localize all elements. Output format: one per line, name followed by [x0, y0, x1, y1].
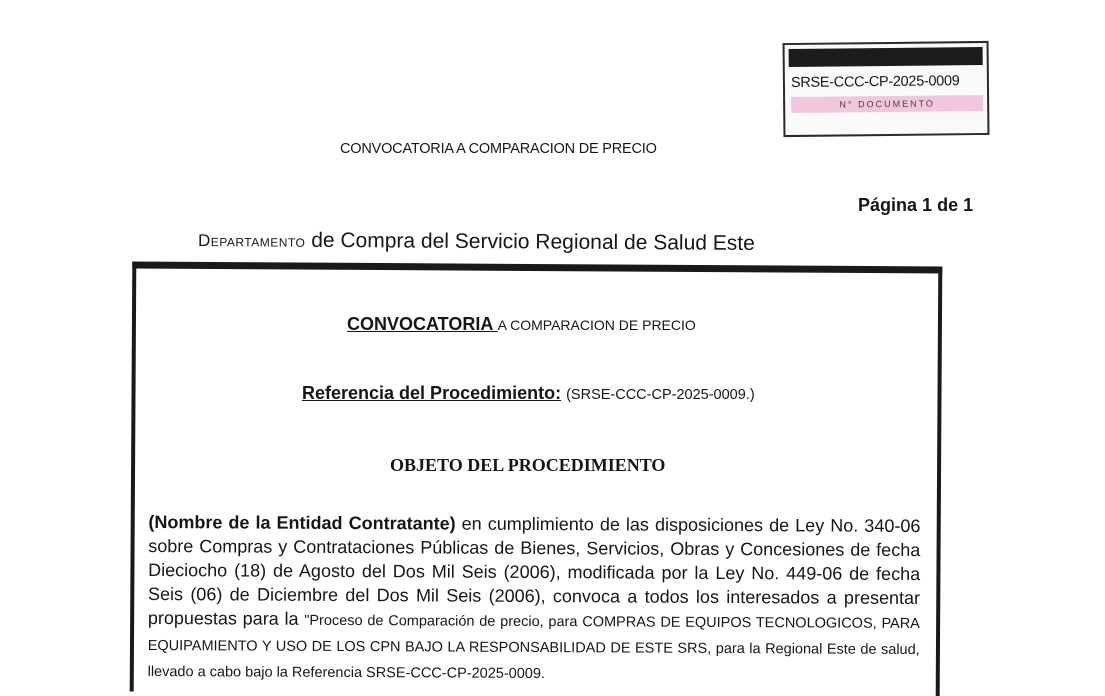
stamp-footer: N° DOCUMENTO [791, 95, 983, 113]
entity-name-placeholder: (Nombre de la Entidad Contratante) [148, 511, 456, 534]
page-label: Página [858, 195, 918, 215]
department-label: Departamento [197, 231, 306, 251]
reference-value: (SRSE-CCC-CP-2025-0009.) [566, 387, 755, 403]
reference-stamp [783, 41, 990, 137]
page-number [858, 195, 973, 216]
reference-label: Referencia del Procedimiento: [302, 383, 562, 403]
procedure-reference [302, 383, 755, 404]
page-total: 1 [963, 195, 974, 215]
stamp-header-bar [789, 47, 983, 67]
paragraph-process-name: "Proceso de Comparación de precio, para COMPRAS DE EQUIPOS TECNOLOGICOS, PARA EQUIPAMIENTO Y USO DE LOS CPN BAJO LA RESPONSABILIDAD DE ESTE SRS, para la Regional Este de salud, llevado a cabo bajo la Referencia SRSE-CCC-CP-2025-0009. [147, 612, 920, 683]
box-title-underlined: CONVOCATORIA [347, 314, 498, 334]
page-of: de [937, 195, 959, 215]
body-paragraph [148, 510, 921, 688]
procedure-object-heading: OBJETO DEL PROCEDIMIENTO [390, 455, 666, 475]
department-name: de Compra del Servicio Regional de Salud Este [305, 228, 755, 255]
department-title [198, 228, 755, 256]
stamp-code: SRSE-CCC-CP-2025-0009 [790, 73, 960, 91]
document-heading: CONVOCATORIA A COMPARACION DE PRECIO [340, 141, 657, 157]
box-title-rest: A COMPARACION DE PRECIO [497, 317, 696, 333]
box-title [347, 314, 696, 335]
page-current: 1 [922, 195, 933, 215]
paragraph-text: en cumplimiento de las disposiciones de Ley No. 340-06 sobre Compras y Contrataciones Públicas de Bienes, Servicios, Obras y Concesiones de fecha Dieciocho (18) de Agosto del Dos Mil Seis (2006), modificada por la Ley No. 449-06 de fecha Seis (06) de Diciembre del Dos Mil Seis (2006), convoca a todos los interesados a presentar propuestas para la [147, 513, 921, 629]
